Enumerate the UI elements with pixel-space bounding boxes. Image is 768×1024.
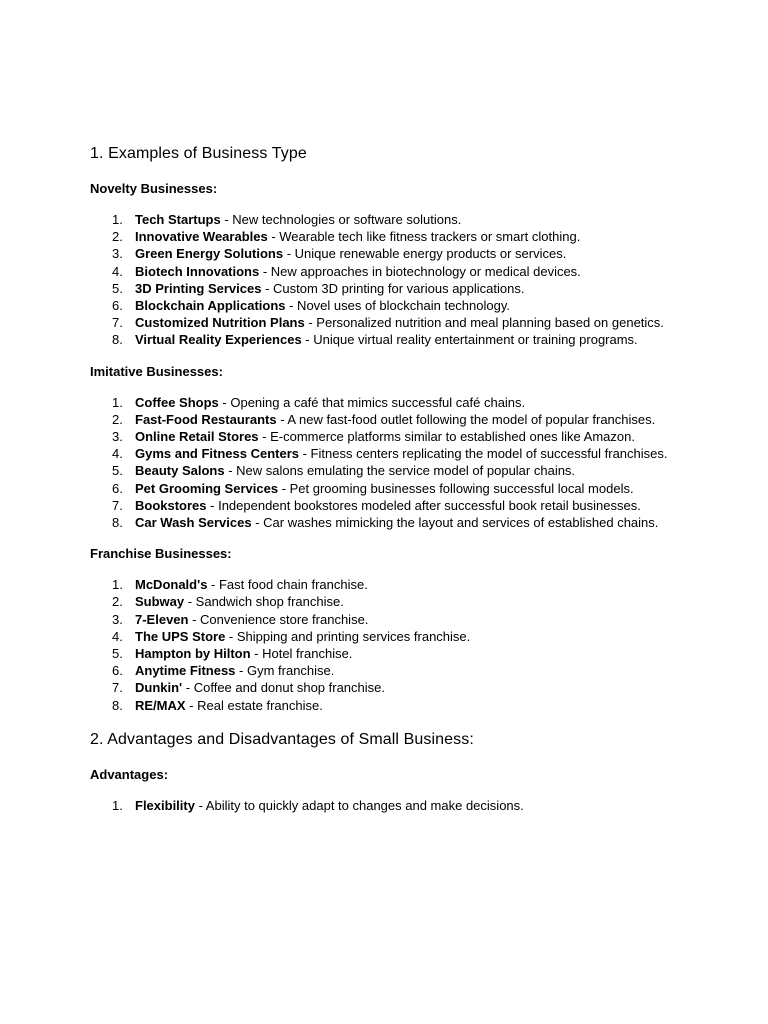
advantages-list [90,797,690,814]
novelty-heading: Novelty Businesses: [90,181,218,196]
list-item: 5. Hampton by Hilton - Hotel franchise. [112,646,353,662]
list-item: 1. Flexibility - Ability to quickly adapt to changes and make decisions. [112,797,524,813]
list-item: 4. Gyms and Fitness Centers - Fitness centers replicating the model of successful franchises. [112,446,668,462]
franchise-list [90,576,690,714]
list-item: 1. Tech Startups - New technologies or software solutions. [112,212,462,227]
advantages-heading: Advantages: [90,766,169,782]
list-item: 5. Beauty Salons - New salons emulating the service model of popular chains. [112,463,576,479]
imitative-list [90,394,690,532]
list-item: 8. Car Wash Services - Car washes mimicking the layout and services of established chains. [112,515,659,531]
list-item: 4. Biotech Innovations - New approaches in biotechnology or medical devices. [112,263,581,279]
section-1-title: 1. Examples of Business Type [90,145,307,162]
list-item: 3. 7-Eleven - Convenience store franchise. [112,611,369,627]
list-item: 3. Online Retail Stores - E-commerce platforms similar to established ones like Amazon. [112,429,635,445]
list-item: 8. Virtual Reality Experiences - Unique virtual reality entertainment or training programs. [112,332,638,348]
list-item: 1. McDonald's - Fast food chain franchise. [112,577,368,593]
list-item: 7. Customized Nutrition Plans - Personalized nutrition and meal planning based on genetics. [112,315,664,331]
list-item: 4. The UPS Store - Shipping and printing services franchise. [112,628,471,644]
list-item: 1. Coffee Shops - Opening a café that mimics successful café chains. [112,394,526,410]
list-item: 5. 3D Printing Services - Custom 3D printing for various applications. [112,280,525,296]
section-2-title: 2. Advantages and Disadvantages of Small Business: [90,730,474,748]
list-item: 6. Blockchain Applications - Novel uses of blockchain technology. [112,298,510,314]
document-page [90,144,690,814]
list-item: 2. Subway - Sandwich shop franchise. [112,594,344,610]
list-item: 8. RE/MAX - Real estate franchise. [112,697,323,713]
imitative-heading: Imitative Businesses: [90,363,223,379]
list-item: 7. Bookstores - Independent bookstores modeled after successful book retail businesses. [112,497,641,513]
franchise-heading: Franchise Businesses: [90,546,232,562]
list-item: 6. Pet Grooming Services - Pet grooming businesses following successful local models. [112,480,634,496]
list-item: 7. Dunkin' - Coffee and donut shop franchise. [112,680,385,696]
list-item: 2. Fast-Food Restaurants - A new fast-food outlet following the model of popular franchises. [112,411,656,427]
novelty-list [90,211,690,349]
list-item: 3. Green Energy Solutions - Unique renewable energy products or services. [112,246,567,262]
list-item: 6. Anytime Fitness - Gym franchise. [112,663,335,679]
list-item: 2. Innovative Wearables - Wearable tech like fitness trackers or smart clothing. [112,229,581,245]
